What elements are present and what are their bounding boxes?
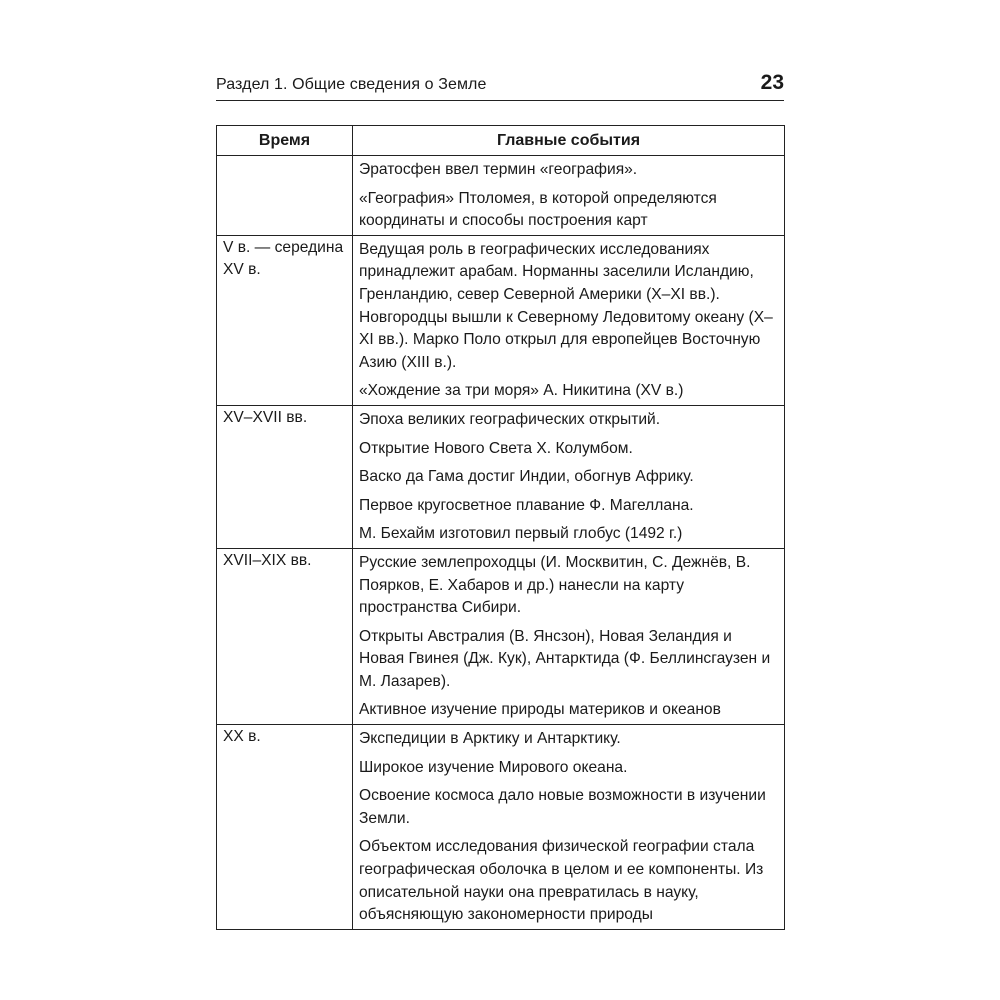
section-title: Раздел 1. Общие сведения о Земле [216, 76, 487, 93]
event-text: Экспедиции в Арктику и Антарктику. [359, 730, 621, 748]
event-text: Широкое изучение Мирового океана. [359, 758, 628, 776]
column-header-time: Время [217, 126, 353, 156]
event-text: Русские землепроходцы (И. Москвитин, С. Дежнёв, В. Поярков, Е. Хабаров и др.) нанесли на карту пространства Сибири. [359, 553, 751, 617]
time-cell: XV–XVII вв. [217, 405, 353, 548]
events-cell [353, 235, 785, 405]
time-cell: V в. — середина XV в. [217, 235, 353, 405]
event-text: Эпоха великих географических открытий. [359, 410, 661, 428]
running-header [216, 68, 784, 101]
event-text: Объектом исследования физической географии стала географическая оболочка в целом и ее компоненты. Из описательной науки она превратилась в науку, объясняющую закономерности природы [359, 838, 764, 924]
event-text: «География» Птоломея, в которой определяются координаты и способы построения карт [359, 189, 717, 230]
event-text: Открыты Австралия (В. Янсзон), Новая Зеландия и Новая Гвинея (Дж. Кук), Антарктида (Ф. Беллинсгаузен и М. Лазарев). [359, 627, 771, 690]
table-row [217, 405, 785, 548]
event-text: Ведущая роль в географических исследованиях принадлежит арабам. Норманны заселили Исландию, Гренландию, север Северной Америки (X–XI вв.). Новгородцы вышли к Северному Ледовитому океану (X–XI вв.). Марко Поло открыл для европейцев Восточную Азию (XIII в.). [359, 240, 773, 371]
table-row [217, 725, 785, 930]
event-text: Эратосфен ввел термин «география». [359, 161, 638, 178]
table-header-row [217, 126, 785, 156]
table-row [217, 548, 785, 724]
events-cell [353, 156, 785, 236]
history-table [216, 125, 785, 930]
column-header-events: Главные события [353, 126, 785, 156]
event-text: «Хождение за три моря» А. Никитина (XV в.) [359, 382, 684, 400]
time-cell: XVII–XIX вв. [217, 548, 353, 724]
book-page [216, 68, 784, 924]
table-row [217, 156, 785, 236]
event-text: Васко да Гама достиг Индии, обогнув Африку. [359, 468, 694, 486]
events-cell [353, 405, 785, 548]
time-cell: XX в. [217, 725, 353, 930]
event-text: Освоение космоса дало новые возможности в изучении Земли. [359, 787, 766, 827]
events-cell [353, 548, 785, 724]
table-row [217, 235, 785, 405]
events-cell [353, 725, 785, 930]
page-number: 23 [760, 71, 784, 94]
time-cell [217, 156, 353, 236]
event-text: Активное изучение природы материков и океанов [359, 701, 721, 719]
event-text: М. Бехайм изготовил первый глобус (1492 г.) [359, 525, 683, 543]
event-text: Первое кругосветное плавание Ф. Магеллана. [359, 496, 694, 514]
event-text: Открытие Нового Света Х. Колумбом. [359, 439, 633, 457]
